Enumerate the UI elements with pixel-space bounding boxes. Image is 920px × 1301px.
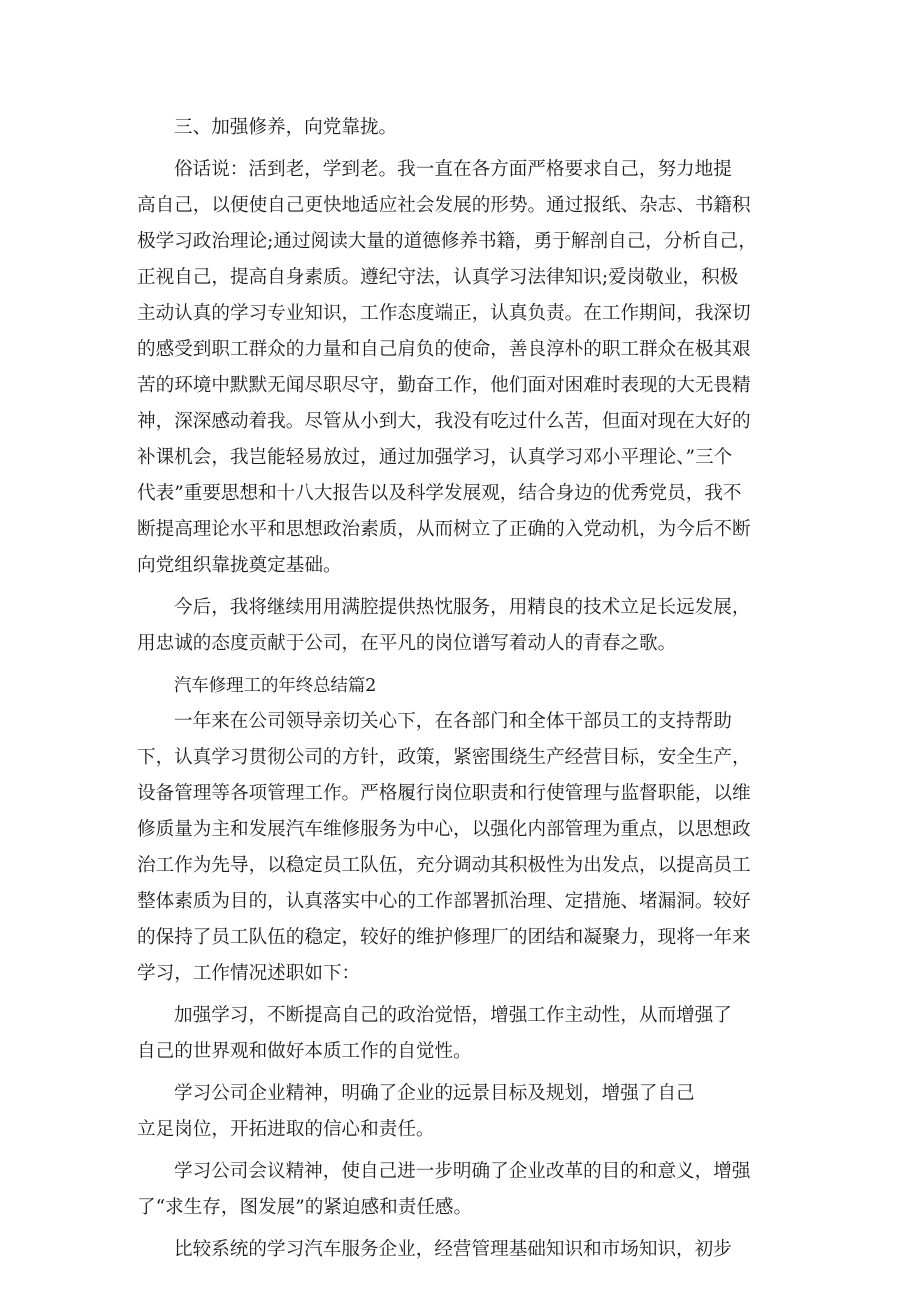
paragraph-line: 下，认真学习贯彻公司的方针，政策，紧密围绕生产经营目标，安全生产， [137,747,751,768]
paragraph [137,590,800,662]
paragraph-line: 立足岗位，开拓进取的信心和责任。 [137,1119,435,1140]
paragraph-line: 自己的世界观和做好本质工作的自觉性。 [137,1041,472,1062]
paragraph [137,1076,800,1148]
paragraph-line: 苦的环境中默默无闻尽职尽守，勤奋工作，他们面对困难时表现的大无畏精 [137,375,751,396]
paragraph-line: 今后，我将继续用用满腔提供热忱服务，用精良的技术立足长远发展， [174,597,751,618]
paragraph-line: 修质量为主和发展汽车维修服务为中心，以强化内部管理为重点，以思想政 [137,819,751,840]
document-body [137,110,800,1268]
paragraph [137,704,800,992]
paragraph-line: 学习公司企业精神，明确了企业的远景目标及规划，增强了自己 [174,1083,695,1104]
article-title: 汽车修理工的年终总结篇2 [174,676,377,696]
paragraph-line: 断提高理论水平和思想政治素质，从而树立了正确的入党动机，为今后不断 [137,519,751,540]
paragraph-line: 俗话说：活到老，学到老。我一直在各方面严格要求自己，努力地提 [174,159,732,180]
paragraph-line: 学习公司会议精神，使自己进一步明确了企业改革的目的和意义，增强 [174,1161,751,1182]
paragraph-line: 学习，工作情况述职如下： [137,963,361,984]
paragraph-line: 加强学习，不断提高自己的政治觉悟，增强工作主动性，从而增强了 [174,1005,732,1026]
paragraph-line: 了“求生存，图发展”的紧迫感和责任感。 [137,1197,473,1218]
paragraph-line: 一年来在公司领导亲切关心下，在各部门和全体干部员工的支持帮助 [174,711,732,732]
paragraph-line: 正视自己，提高自身素质。遵纪守法，认真学习法律知识;爱岗敬业，积极 [137,267,739,288]
paragraph-line: 补课机会，我岂能轻易放过，通过加强学习，认真学习邓小平理论、”三个 [137,447,733,468]
paragraph [137,1154,800,1226]
paragraph-line: 用忠诚的态度贡献于公司，在平凡的岗位谱写着动人的青春之歌。 [137,633,677,654]
paragraph-line: 治工作为先导，以稳定员工队伍，充分调动其积极性为出发点，以提高员工 [137,855,751,876]
paragraph-line: 整体素质为目的，认真落实中心的工作部署抓治理、定措施、堵漏洞。较好 [137,891,751,912]
paragraph-line: 高自己，以便使自己更快地适应社会发展的形势。通过报纸、杂志、书籍积 [137,195,751,216]
paragraph [137,1232,800,1268]
paragraph-line: 的感受到职工群众的力量和自己肩负的使命，善良淳朴的职工群众在极其艰 [137,339,751,360]
paragraph [137,998,800,1070]
paragraph [137,152,800,584]
paragraph-line: 向党组织靠拢奠定基础。 [137,555,342,576]
paragraph-line: 设备管理等各项管理工作。严格履行岗位职责和行使管理与监督职能，以维 [137,783,751,804]
paragraph-line: 主动认真的学习专业知识，工作态度端正，认真负责。在工作期间，我深切 [137,303,751,324]
paragraph-line: 的保持了员工队伍的稳定，较好的维护修理厂的团结和凝聚力，现将一年来 [137,927,751,948]
paragraph-line: 比较系统的学习汽车服务企业，经营管理基础知识和市场知识，初步 [174,1239,732,1260]
section-heading: 三、加强修养，向党靠拢。 [174,117,398,138]
paragraph-line: 极学习政治理论;通过阅读大量的道德修养书籍，勇于解剖自己，分析自己， [137,231,757,252]
paragraph-line: 代表”重要思想和十八大报告以及科学发展观，结合身边的优秀党员，我不 [137,483,742,504]
paragraph-line: 神，深深感动着我。尽管从小到大，我没有吃过什么苦，但面对现在大好的 [137,411,751,432]
